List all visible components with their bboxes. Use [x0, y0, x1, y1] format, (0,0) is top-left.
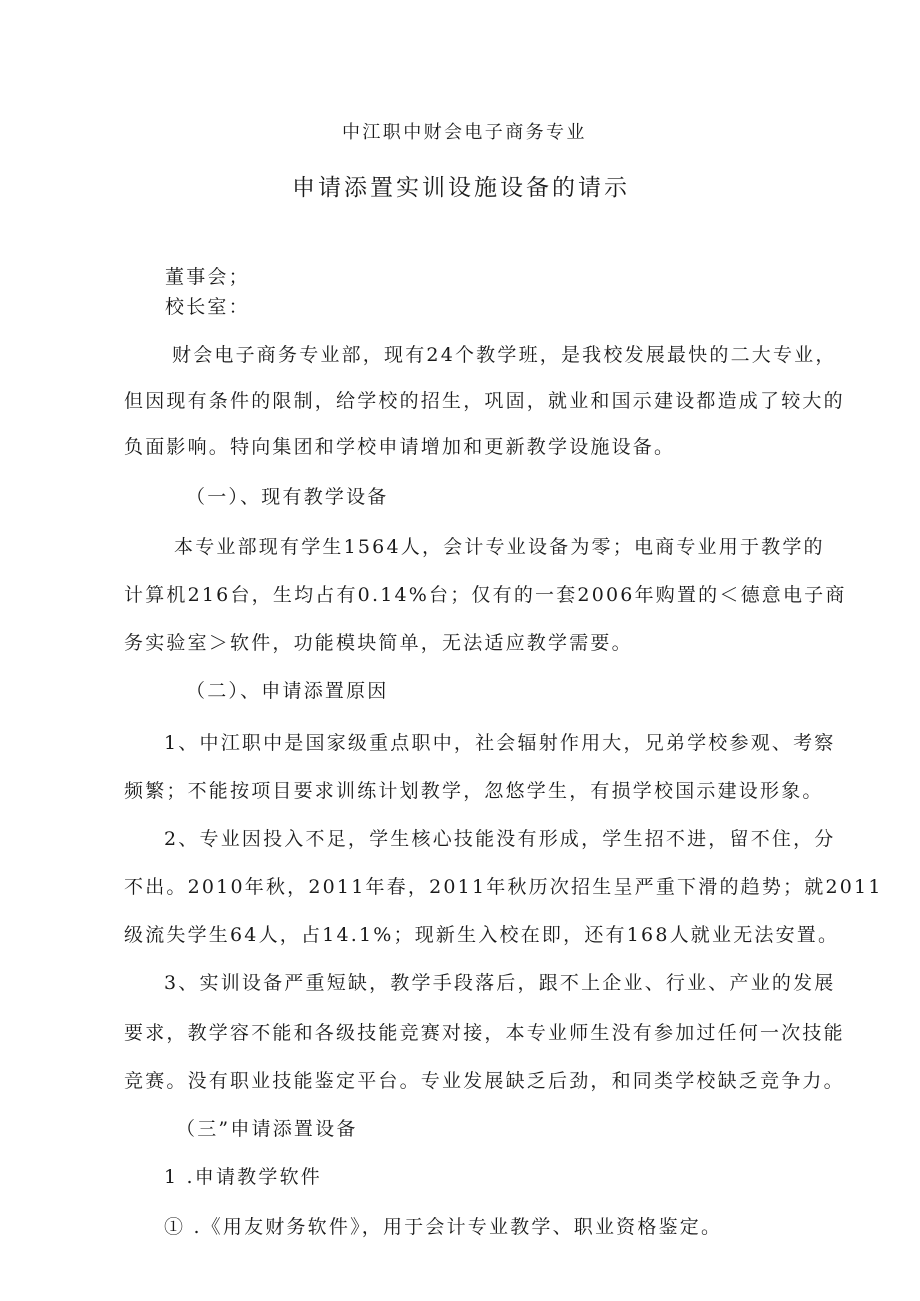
section3-sub1: 1 .申请教学软件 [164, 1166, 322, 1188]
section1-line: 务实验室＞软件，功能模块简单，无法适应教学需要。 [124, 632, 633, 654]
section1-line: 计算机216台，生均占有0.14%台；仅有的一套2006年购置的＜德意电子商 [124, 584, 847, 606]
section1-line: 本专业部现有学生1564人，会计专业设备为零；电商专业用于教学的 [174, 536, 825, 558]
section2-heading: （二）、申请添置原因 [186, 680, 389, 702]
section2-item3-line: 3、实训设备严重短缺，教学手段落后，跟不上企业、行业、产业的发展 [164, 972, 836, 994]
intro-line: 负面影响。特向集团和学校申请增加和更新教学设施设备。 [124, 436, 676, 458]
document-subtitle: 中江职中财会电子商务专业 [342, 122, 587, 143]
section1-heading: （一）、现有教学设备 [186, 486, 389, 508]
section2-item3-line: 要求，教学容不能和各级技能竞赛对接，本专业师生没有参加过任何一次技能 [124, 1022, 845, 1044]
intro-line: 但因现有条件的限制，给学校的招生，巩固，就业和国示建设都造成了较大的 [124, 390, 845, 412]
section2-item1-line: 1、中江职中是国家级重点职中，社会辐射作用大，兄弟学校参观、考察 [164, 732, 836, 754]
document-title: 申请添置实训设施设备的请示 [292, 175, 630, 201]
intro-line: 财会电子商务专业部，现有24个教学班，是我校发展最快的二大专业， [172, 344, 837, 366]
section2-item3-line: 竞赛。没有职业技能鉴定平台。专业发展缺乏后劲，和同类学校缺乏竞争力。 [124, 1070, 845, 1092]
salutation-principal: 校长室： [165, 296, 250, 318]
section2-item2-line: 不出。2010年秋，2011年春，2011年秋历次招生呈严重下滑的趋势；就2011 [124, 876, 883, 898]
section3-heading: （三”申请添置设备 [176, 1118, 358, 1140]
section2-item2-line: 2、专业因投入不足，学生核心技能没有形成，学生招不进，留不住，分 [164, 828, 836, 850]
section3-item1: ① .《用友财务软件》，用于会计专业教学、职业资格鉴定。 [164, 1216, 723, 1238]
section2-item1-line: 频繁；不能按项目要求训练计划教学，忽悠学生，有损学校国示建设形象。 [124, 780, 824, 802]
salutation-board: 董事会； [165, 266, 250, 288]
section2-item2-line: 级流失学生64人，占14.1%；现新生入校在即，还有168人就业无法安置。 [124, 924, 840, 946]
